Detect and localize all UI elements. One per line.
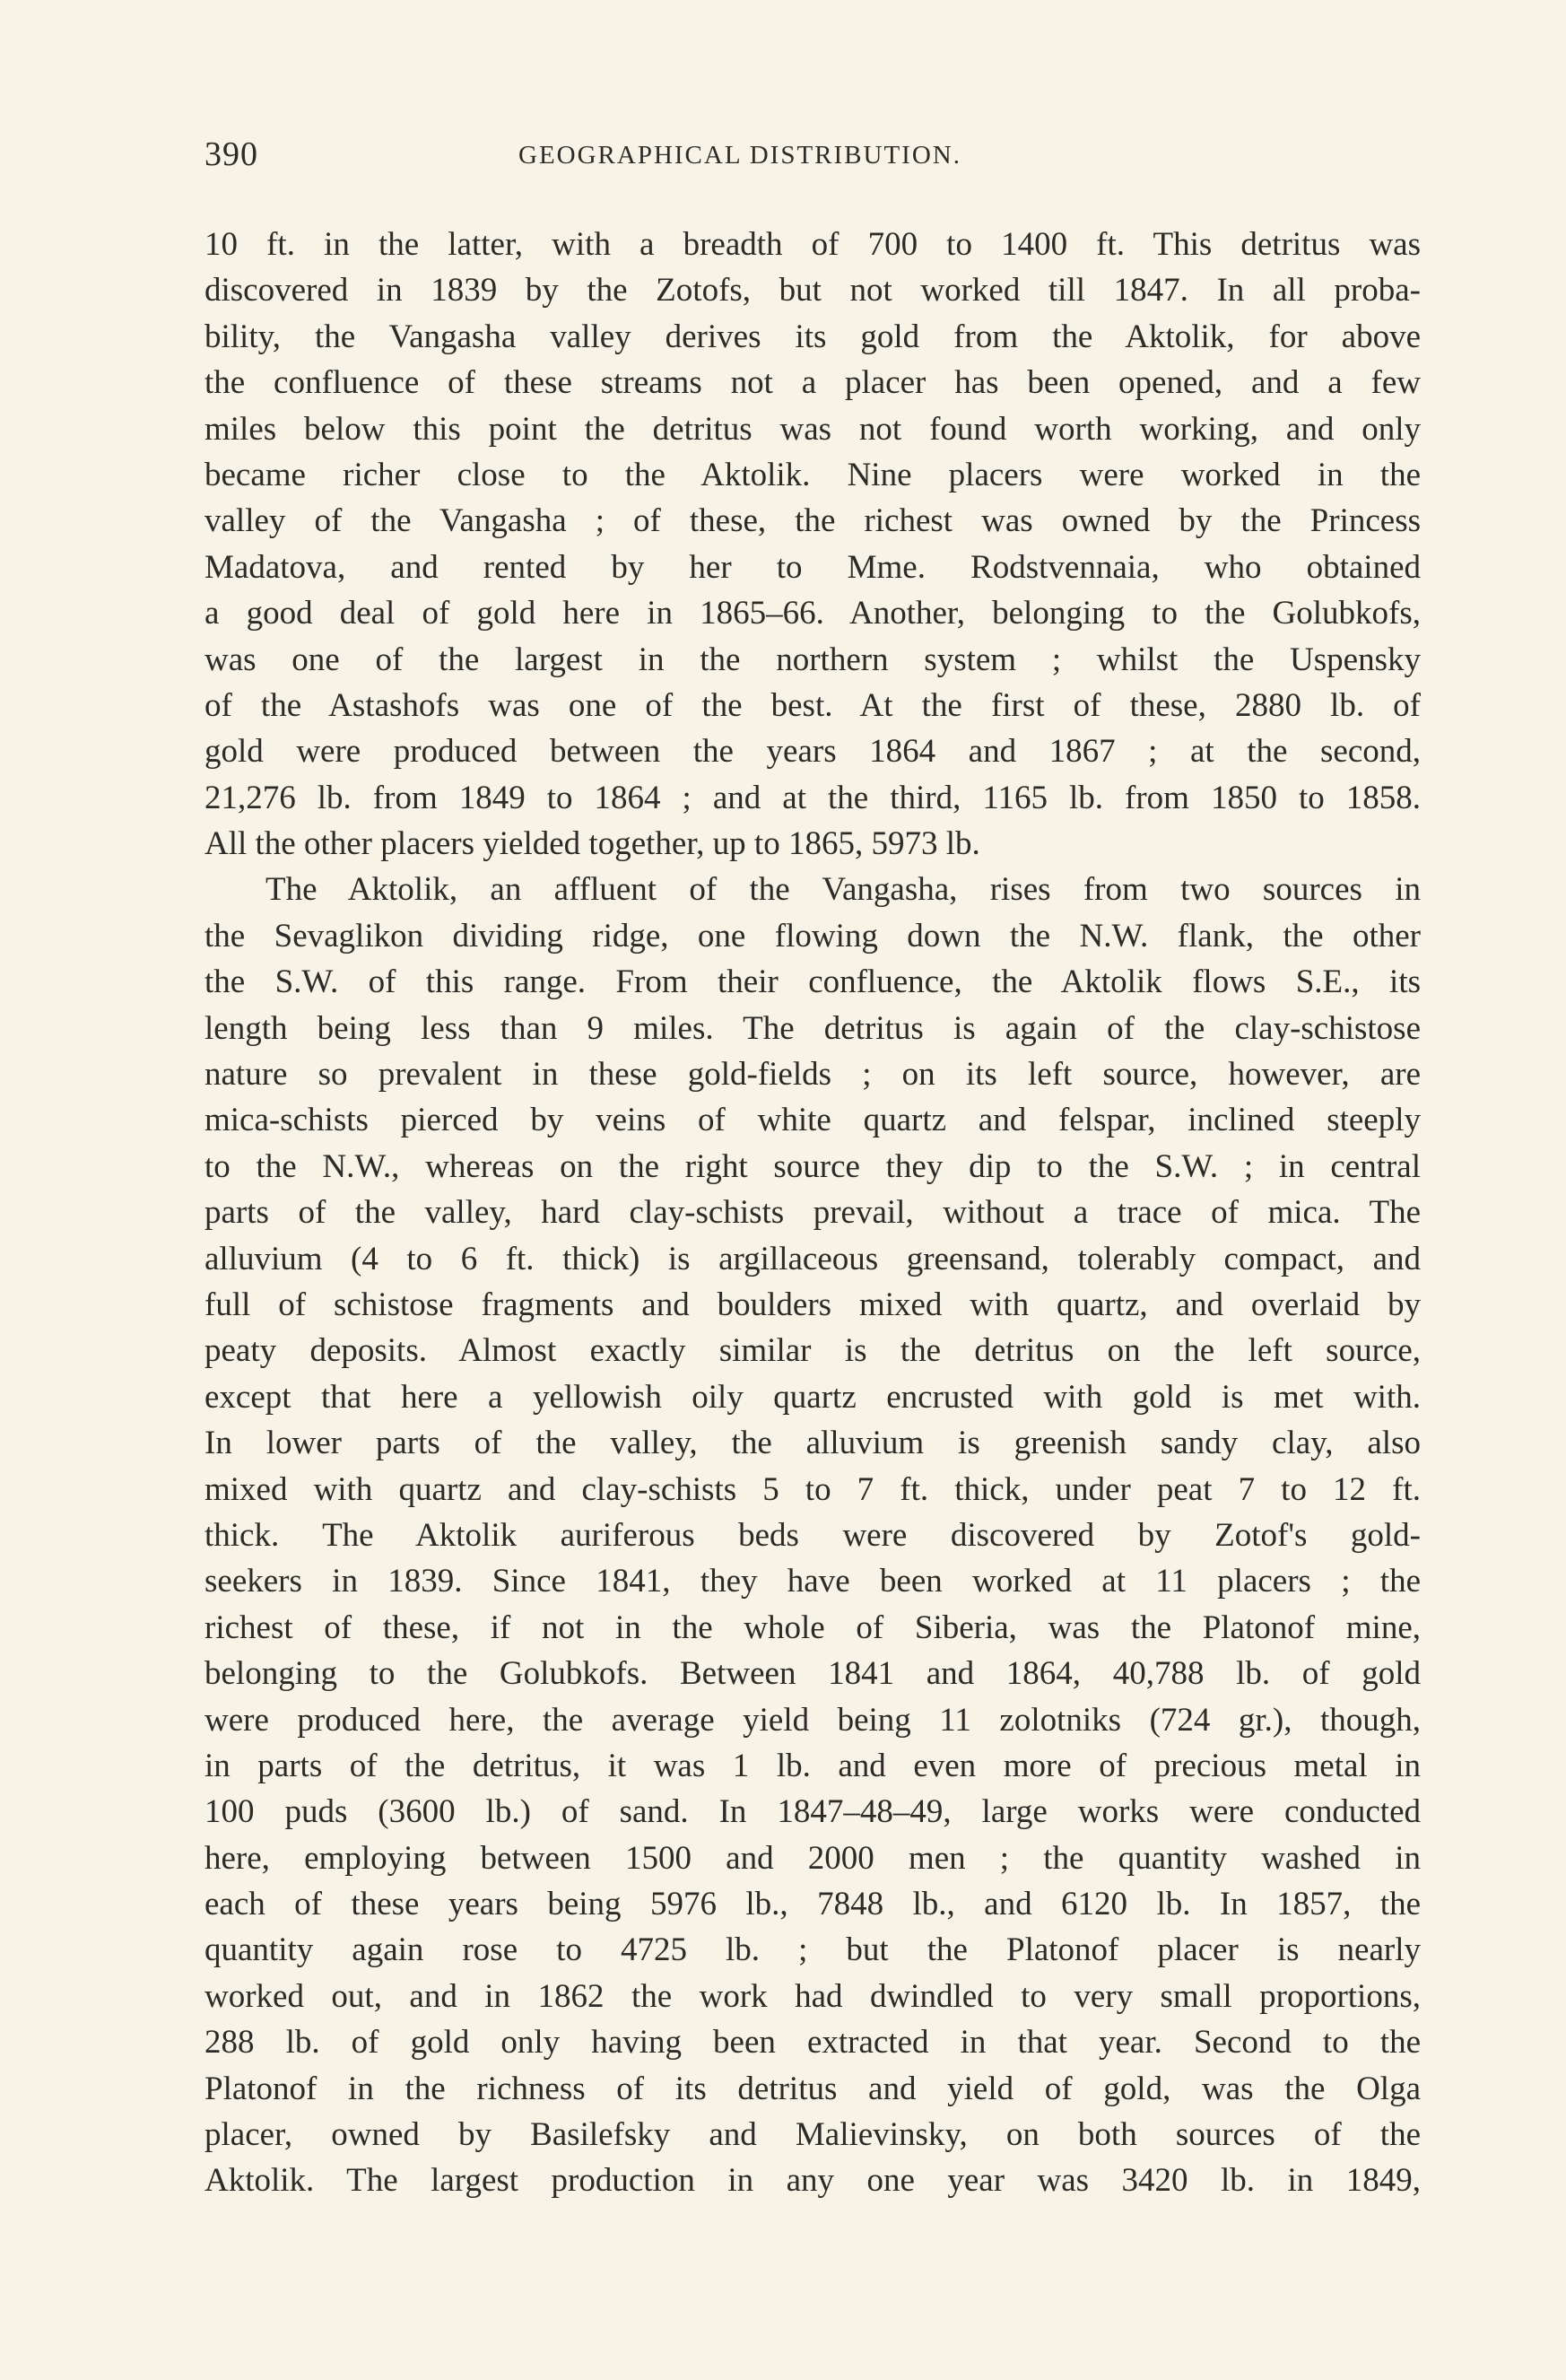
text-line: the confluence of these streams not a placer has been opened, and a few bbox=[204, 364, 1421, 402]
paragraph bbox=[204, 222, 1421, 867]
text-line: to the N.W., whereas on the right source they dip to the S.W. ; in central bbox=[204, 1147, 1421, 1185]
paragraph bbox=[204, 867, 1421, 2203]
text-line: gold were produced between the years 1864 and 1867 ; at the second, bbox=[204, 733, 1421, 771]
text-line: of the Astashofs was one of the best. At the first of these, 2880 lb. of bbox=[204, 686, 1421, 724]
page-number: 390 bbox=[204, 135, 258, 173]
text-line: richest of these, if not in the whole of Siberia, was the Platonof mine, bbox=[204, 1608, 1421, 1646]
text-line: length being less than 9 miles. The detritus is again of the clay-schistose bbox=[204, 1009, 1421, 1047]
text-line: quantity again rose to 4725 lb. ; but the Platonof placer is nearly bbox=[204, 1931, 1421, 1969]
text-line: a good deal of gold here in 1865–66. Another, belonging to the Golubkofs, bbox=[204, 595, 1421, 632]
text-line: full of schistose fragments and boulders mixed with quartz, and overlaid by bbox=[204, 1286, 1421, 1323]
text-line: 21,276 lb. from 1849 to 1864 ; and at the third, 1165 lb. from 1850 to 1858. bbox=[204, 779, 1421, 816]
text-line: valley of the Vangasha ; of these, the richest was owned by the Princess bbox=[204, 502, 1421, 540]
text-line: seekers in 1839. Since 1841, they have been worked at 11 placers ; the bbox=[204, 1563, 1421, 1600]
text-line: 288 lb. of gold only having been extracted in that year. Second to the bbox=[204, 2024, 1421, 2062]
text-line: 100 puds (3600 lb.) of sand. In 1847–48–49, large works were conducted bbox=[204, 1793, 1421, 1831]
text-line: peaty deposits. Almost exactly similar is the detritus on the left source, bbox=[204, 1332, 1421, 1370]
text-line: discovered in 1839 by the Zotofs, but not worked till 1847. In all proba- bbox=[204, 272, 1421, 309]
text-line: the Sevaglikon dividing ridge, one flowing down the N.W. flank, the other bbox=[204, 917, 1421, 955]
text-line: worked out, and in 1862 the work had dwindled to very small proportions, bbox=[204, 1977, 1421, 2015]
text-line: bility, the Vangasha valley derives its gold from the Aktolik, for above bbox=[204, 318, 1421, 355]
text-line: belonging to the Golubkofs. Between 1841 and 1864, 40,788 lb. of gold bbox=[204, 1655, 1421, 1693]
text-line: the S.W. of this range. From their confluence, the Aktolik flows S.E., its bbox=[204, 963, 1421, 1001]
text-line: were produced here, the average yield being 11 zolotniks (724 gr.), though, bbox=[204, 1701, 1421, 1739]
text-line: mica-schists pierced by veins of white quartz and felspar, inclined steeply bbox=[204, 1102, 1421, 1139]
text-line: The Aktolik, an affluent of the Vangasha, rises from two sources in bbox=[265, 871, 1421, 909]
text-line: All the other placers yielded together, up to 1865, 5973 lb. bbox=[204, 825, 980, 863]
text-line: In lower parts of the valley, the alluvium is greenish sandy clay, also bbox=[204, 1425, 1421, 1462]
running-title: GEOGRAPHICAL DISTRIBUTION. bbox=[518, 141, 961, 170]
page-header bbox=[204, 135, 1421, 188]
text-line: thick. The Aktolik auriferous beds were discovered by Zotof's gold- bbox=[204, 1516, 1421, 1554]
text-line: each of these years being 5976 lb., 7848 lb., and 6120 lb. In 1857, the bbox=[204, 1886, 1421, 1923]
text-line: Madatova, and rented by her to Mme. Rodstvennaia, who obtained bbox=[204, 548, 1421, 586]
text-line: here, employing between 1500 and 2000 men ; the quantity washed in bbox=[204, 1839, 1421, 1877]
text-line: placer, owned by Basilefsky and Malievinsky, on both sources of the bbox=[204, 2116, 1421, 2154]
text-line: mixed with quartz and clay-schists 5 to 7 ft. thick, under peat 7 to 12 ft. bbox=[204, 1470, 1421, 1508]
text-line: Platonof in the richness of its detritus and yield of gold, was the Olga bbox=[204, 2070, 1421, 2107]
text-line: parts of the valley, hard clay-schists prevail, without a trace of mica. The bbox=[204, 1194, 1421, 1232]
text-line: except that here a yellowish oily quartz encrusted with gold is met with. bbox=[204, 1378, 1421, 1416]
text-line: 10 ft. in the latter, with a breadth of 700 to 1400 ft. This detritus was bbox=[204, 226, 1421, 263]
text-line: in parts of the detritus, it was 1 lb. and even more of precious metal in bbox=[204, 1747, 1421, 1784]
body-text bbox=[204, 222, 1421, 2204]
text-line: alluvium (4 to 6 ft. thick) is argillaceous greensand, tolerably compact, and bbox=[204, 1240, 1421, 1277]
text-line: became richer close to the Aktolik. Nine placers were worked in the bbox=[204, 456, 1421, 493]
text-line: nature so prevalent in these gold-fields ; on its left source, however, are bbox=[204, 1056, 1421, 1094]
text-line: Aktolik. The largest production in any one year was 3420 lb. in 1849, bbox=[204, 2162, 1421, 2200]
text-line: miles below this point the detritus was not found worth working, and only bbox=[204, 410, 1421, 448]
text-line: was one of the largest in the northern system ; whilst the Uspensky bbox=[204, 641, 1421, 678]
